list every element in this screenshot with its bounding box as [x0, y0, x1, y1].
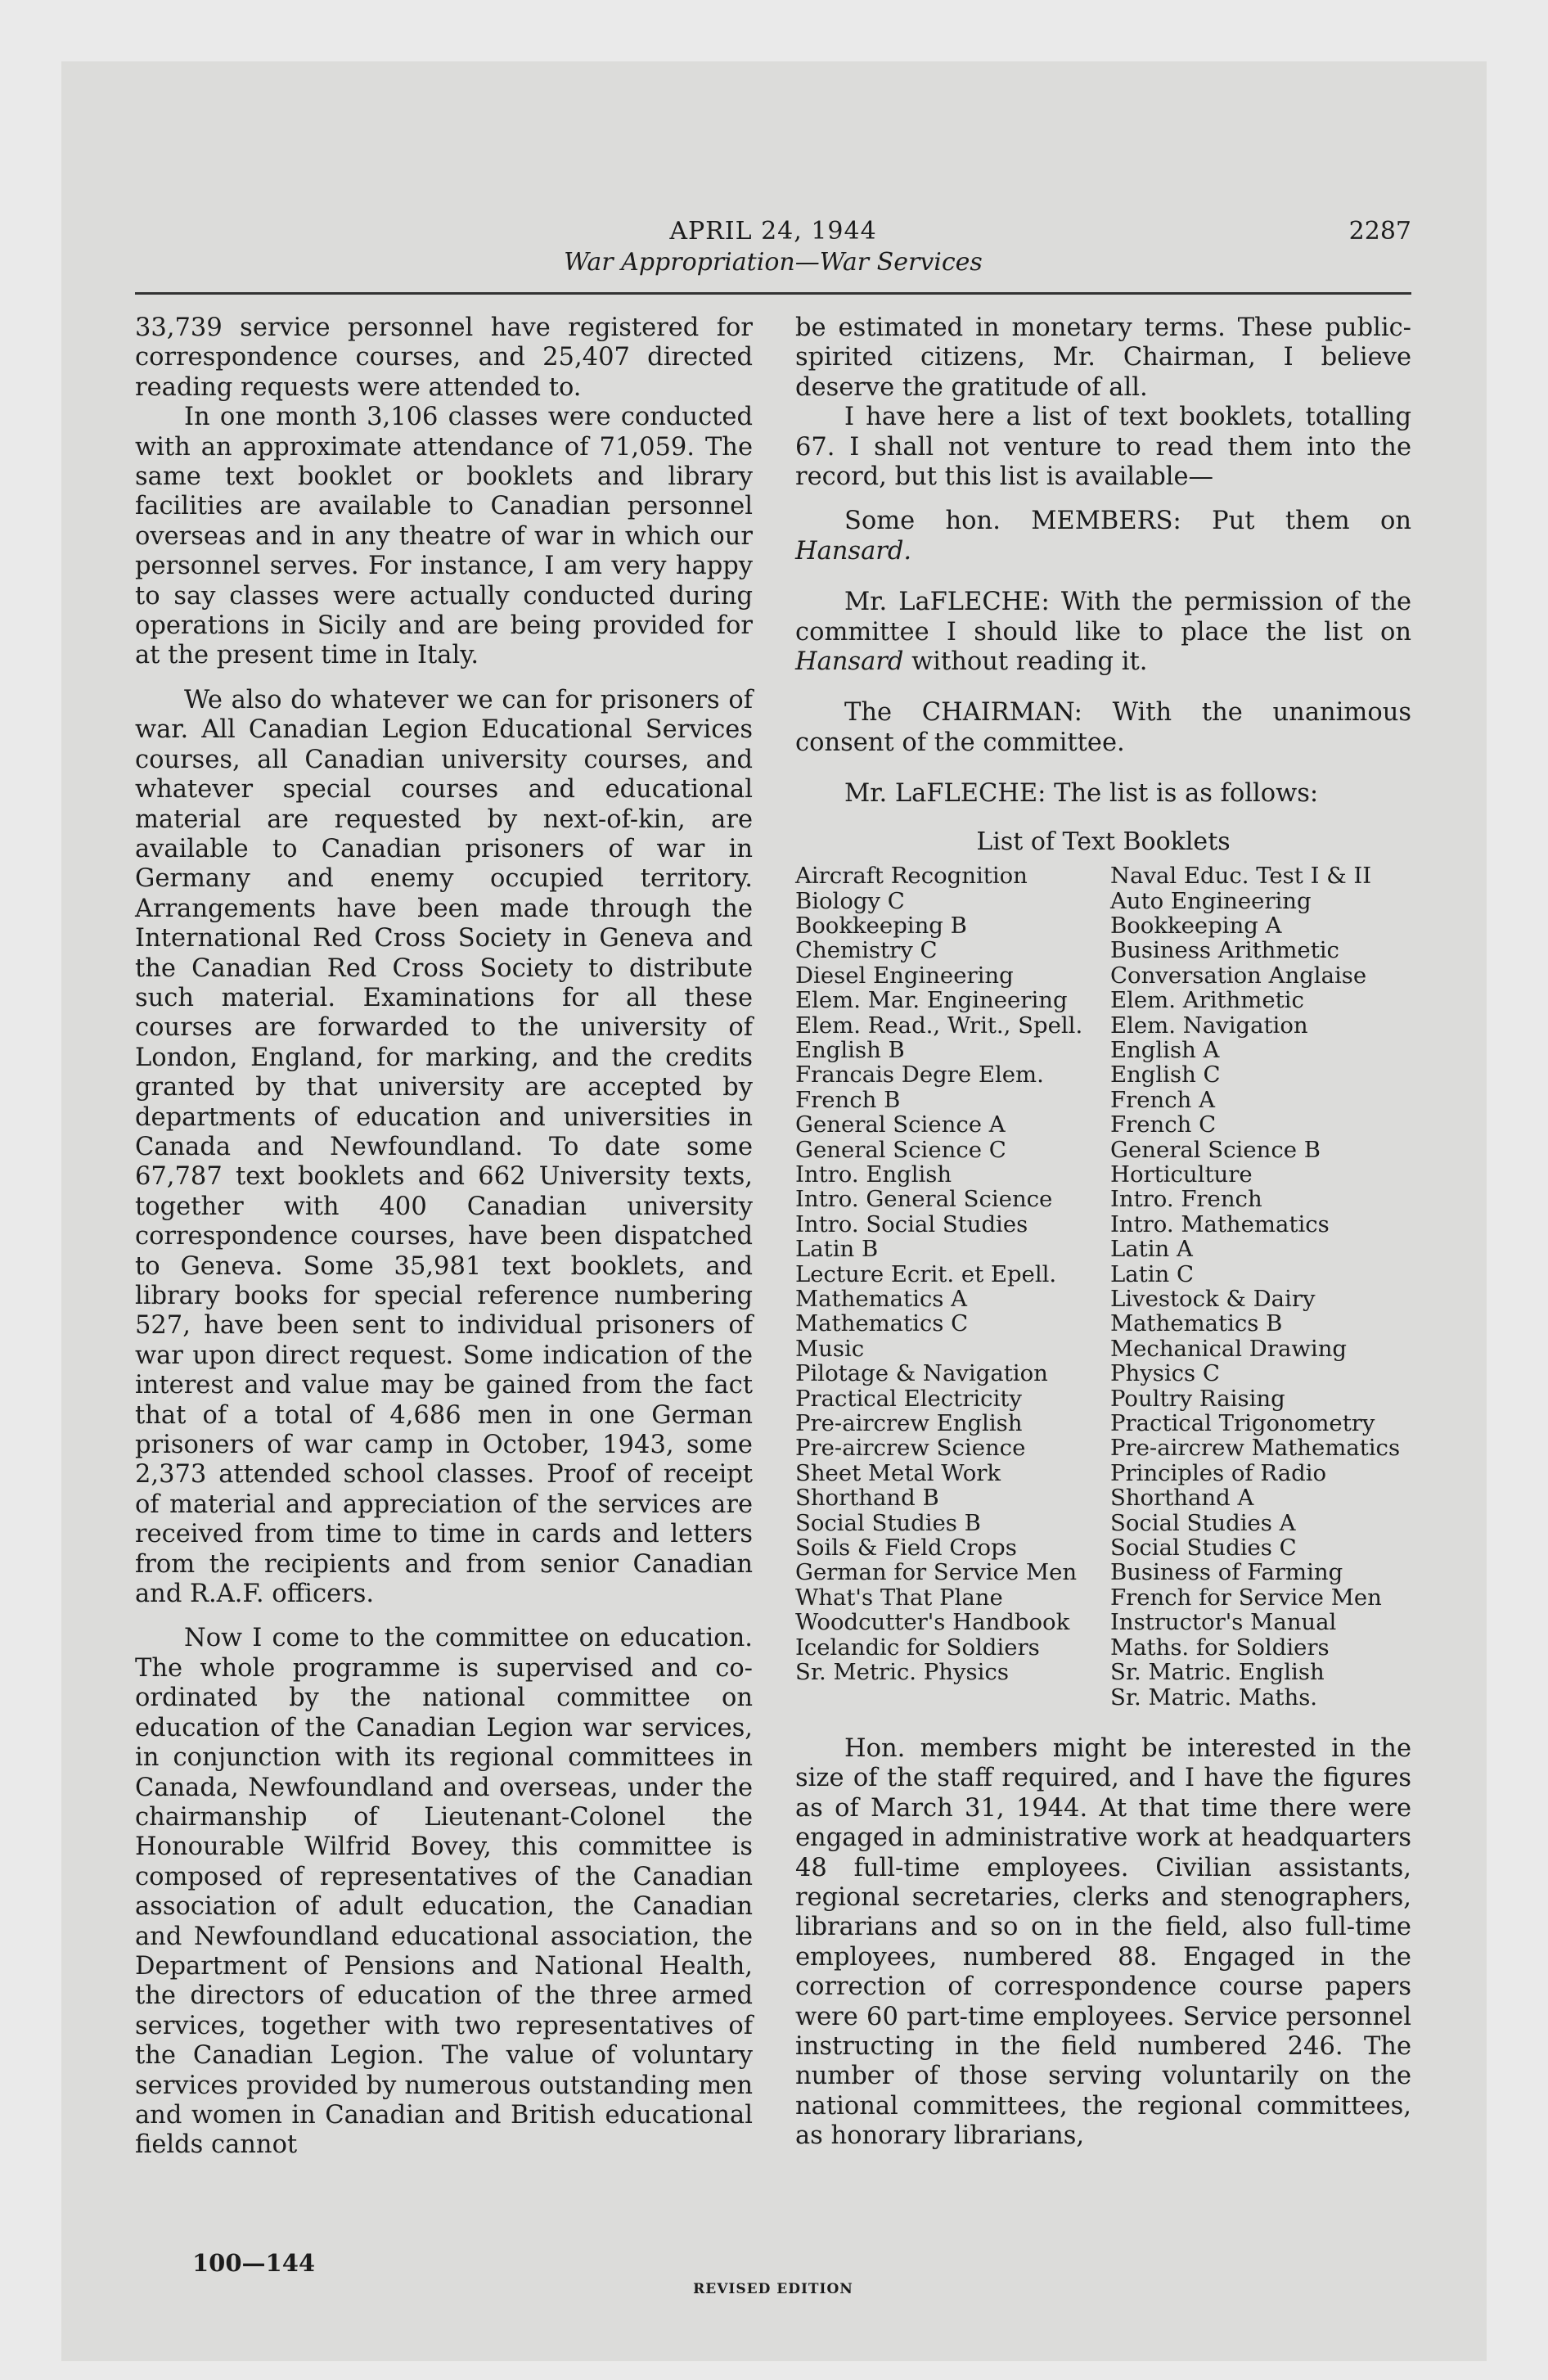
speaker-laflecche: Mr. LaFLECHE: — [844, 588, 1050, 617]
right-paragraph-7: Hon. members might be interested in the size of the staff required, and I have the figures as of March 31, 1944. At that time there were engaged in administrative work at headquarters 48 full-time employees. Civilian assistants, regional secretaries, clerks and stenographers, librarians and so on in the field, also full-time employees, numbered 88. Engaged in the correction of correspondence course papers were 60 part-time employees. Service personnel instructing in the field numbered 246. The number of those serving voluntarily on the national committees, the regional committees, as honorary librarians, — [795, 1733, 1411, 2151]
booklet-list-item: Elem. Arithmetic — [1110, 987, 1304, 1014]
booklet-list-item: English A — [1110, 1036, 1220, 1063]
booklet-list-item: Sheet Metal Work — [795, 1459, 1001, 1486]
booklet-list-item: Sr. Matric. Maths. — [1110, 1684, 1318, 1711]
booklet-list-item: Pre-aircrew Science — [795, 1435, 1026, 1462]
booklet-list-item: German for Service Men — [795, 1559, 1078, 1586]
booklet-list-item: Business Arithmetic — [1110, 937, 1339, 964]
header-subtitle: War Appropriation—War Services — [564, 248, 983, 277]
booklet-list — [795, 863, 1411, 1710]
speaker-laflecche-2: Mr. LaFLECHE: — [844, 779, 1046, 809]
booklet-list-item: Poultry Raising — [1110, 1385, 1285, 1412]
booklet-list-item: Elem. Navigation — [1110, 1012, 1308, 1039]
booklet-list-item: English C — [1110, 1062, 1221, 1089]
booklet-list-item: General Science A — [795, 1111, 1006, 1138]
booklet-list-item: Elem. Read., Writ., Spell. — [795, 1012, 1083, 1039]
booklet-list-title: List of Text Booklets — [976, 827, 1231, 856]
booklet-list-item: Principles of Radio — [1110, 1459, 1327, 1486]
booklet-list-item: Livestock & Dairy — [1110, 1286, 1316, 1312]
booklet-list-column-1 — [795, 863, 1096, 1710]
right-column — [795, 313, 1411, 2152]
booklet-list-item: Pilotage & Navigation — [795, 1360, 1048, 1387]
booklet-list-item: Music — [795, 1335, 865, 1362]
booklet-list-item: Shorthand A — [1110, 1485, 1254, 1512]
left-paragraph-4: Now I come to the committee on education. The whole programme is supervised and co-ordinated by the national committee on education of the Canadian Legion war services, in conjunction with its regional committees in Canada, Newfoundland and overseas, under the chairmanship of Lieutenant-Colonel the Honourable Wilfrid Bovey, this committee is composed of representatives of the Canadian association of adult education, the Canadian and Newfoundland educational association, the Department of Pensions and National Health, the directors of education of the three armed services, together with two representatives of the Canadian Legion. The value of voluntary services provided by numerous outstanding men and women in Canadian and British educational fields cannot — [135, 1624, 753, 2160]
booklet-list-item: Maths. for Soldiers — [1110, 1634, 1330, 1661]
speaker-chairman: The CHAIRMAN: — [844, 698, 1082, 728]
booklet-list-item: Pre-aircrew Mathematics — [1110, 1435, 1401, 1462]
right-paragraph-3: Some hon. MEMBERS: Put them on Hansard. — [795, 507, 1412, 566]
booklet-list-item: Mathematics A — [795, 1286, 968, 1312]
left-column — [135, 313, 753, 2161]
booklet-list-item: Naval Educ. Test I & II — [1110, 863, 1372, 890]
booklet-list-item: Icelandic for Soldiers — [795, 1634, 1040, 1661]
booklet-list-item: Woodcutter's Handbook — [795, 1609, 1070, 1636]
footer-signature: 100—144 — [192, 2249, 316, 2277]
booklet-list-item: French A — [1110, 1086, 1215, 1113]
right-paragraph-5: The CHAIRMAN: With the unanimous consent of the committee. — [795, 698, 1411, 757]
booklet-list-item: Aircraft Recognition — [795, 863, 1028, 890]
booklet-list-item: Elem. Mar. Engineering — [795, 987, 1068, 1014]
booklet-list-item: Social Studies B — [795, 1509, 981, 1536]
booklet-list-item: Intro. General Science — [795, 1186, 1053, 1213]
booklet-list-item: Sr. Matric. English — [1110, 1659, 1325, 1686]
header-rule — [135, 292, 1411, 295]
booklet-list-item: Bookkeeping A — [1110, 912, 1282, 939]
booklet-list-item: Physics C — [1110, 1360, 1220, 1387]
page-number: 2287 — [1348, 217, 1411, 246]
booklet-list-item: Chemistry C — [795, 937, 938, 964]
booklet-list-item: What's That Plane — [795, 1584, 1003, 1611]
booklet-list-item: Mechanical Drawing — [1110, 1335, 1348, 1362]
right-paragraph-4: Mr. LaFLECHE: With the permission of the committee I should like to place the list on Hansard without reading it. — [795, 588, 1411, 677]
booklet-list-item: Latin C — [1110, 1260, 1194, 1287]
booklet-list-item: General Science C — [795, 1136, 1006, 1163]
left-paragraph-2: In one month 3,106 classes were conducted with an approximate attendance of 71,059. The same text booklet or booklets and library facilities are available to Canadian personnel overseas and in any theatre of war in which our personnel serves. For instance, I am very happy to say classes were actually conducted during operations in Sicily and are being provided for at the present time in Italy. — [135, 403, 753, 670]
booklet-list-item: Latin A — [1110, 1236, 1193, 1263]
right-paragraph-6: Mr. LaFLECHE: The list is as follows: — [844, 779, 1319, 809]
right-paragraph-1: be estimated in monetary terms. These public-spirited citizens, Mr. Chairman, I believe deserve the gratitude of all. — [795, 313, 1411, 402]
booklet-list-item: Sr. Metric. Physics — [795, 1659, 1009, 1686]
booklet-list-item: Business of Farming — [1110, 1559, 1343, 1586]
booklet-list-item: Social Studies A — [1110, 1509, 1296, 1536]
booklet-list-item: Intro. French — [1110, 1186, 1262, 1213]
scanned-page-background — [61, 61, 1487, 2361]
booklet-list-item: Shorthand B — [795, 1485, 939, 1512]
booklet-list-item: Mathematics B — [1110, 1310, 1283, 1337]
speaker-some-hon-members: Some hon. MEMBERS: — [844, 507, 1181, 536]
booklet-list-item: English B — [795, 1036, 905, 1063]
booklet-list-item: Mathematics C — [795, 1310, 969, 1337]
booklet-list-item: Pre-aircrew English — [795, 1410, 1023, 1437]
booklet-list-item: General Science B — [1110, 1136, 1321, 1163]
booklet-list-item: Conversation Anglaise — [1110, 962, 1367, 989]
booklet-list-item: Francais Degre Elem. — [795, 1062, 1044, 1089]
booklet-list-item: Bookkeeping B — [795, 912, 967, 939]
booklet-list-item: French B — [795, 1086, 901, 1113]
left-paragraph-3: We also do whatever we can for prisoners of war. All Canadian Legion Educational Services courses, all Canadian university courses, and whatever special courses and educational material are requested by next-of-kin, are available to Canadian prisoners of war in Germany and enemy occupied territory. Arrangements have been made through the International Red Cross Society in Geneva and the Canadian Red Cross Society to distribute such material. Examinations for all these courses are forwarded to the university of London, England, for marking, and the credits granted by that university are accepted by departments of education and universities in Canada and Newfoundland. To date some 67,787 text booklets and 662 University texts, together with 400 Canadian university correspondence courses, have been dispatched to Geneva. Some 35,981 text booklets, and library books for special reference numbering 527, have been sent to individual prisoners of war upon direct request. Some indication of the interest and value may be gained from the fact that of a total of 4,686 men in one German prisoners of war camp in October, 1943, some 2,373 attended school classes. Proof of receipt of material and appreciation of the services are received from time to time in cards and letters from the recipients and from senior Canadian and R.A.F. officers. — [135, 685, 753, 1609]
right-paragraph-2: I have here a list of text booklets, totalling 67. I shall not venture to read them into the record, but this list is available— — [795, 403, 1411, 492]
booklet-list-item: Soils & Field Crops — [795, 1535, 1017, 1562]
booklet-list-item: Social Studies C — [1110, 1535, 1297, 1562]
booklet-list-item: Intro. Social Studies — [795, 1210, 1028, 1237]
booklet-list-item: French for Service Men — [1110, 1584, 1382, 1611]
booklet-list-item: Practical Trigonometry — [1110, 1410, 1375, 1437]
booklet-list-item: Practical Electricity — [795, 1385, 1022, 1412]
footer-edition: REVISED EDITION — [693, 2281, 853, 2297]
hansard-page — [135, 119, 1411, 2328]
booklet-list-column-2 — [1110, 863, 1411, 1710]
booklet-list-item: French C — [1110, 1111, 1217, 1138]
booklet-list-item: Intro. English — [795, 1161, 952, 1188]
header-date: APRIL 24, 1944 — [669, 217, 877, 246]
booklet-list-item: Biology C — [795, 887, 905, 914]
booklet-list-item: Lecture Ecrit. et Epell. — [795, 1260, 1057, 1287]
left-paragraph-1: 33,739 service personnel have registered for correspondence courses, and 25,407 directed reading requests were attended to. — [135, 313, 753, 402]
booklet-list-item: Diesel Engineering — [795, 962, 1014, 989]
booklet-list-item: Latin B — [795, 1236, 879, 1263]
booklet-list-item: Instructor's Manual — [1110, 1609, 1337, 1636]
booklet-list-item: Horticulture — [1110, 1161, 1253, 1188]
booklet-list-item: Auto Engineering — [1110, 887, 1312, 914]
booklet-list-item: Intro. Mathematics — [1110, 1210, 1330, 1237]
